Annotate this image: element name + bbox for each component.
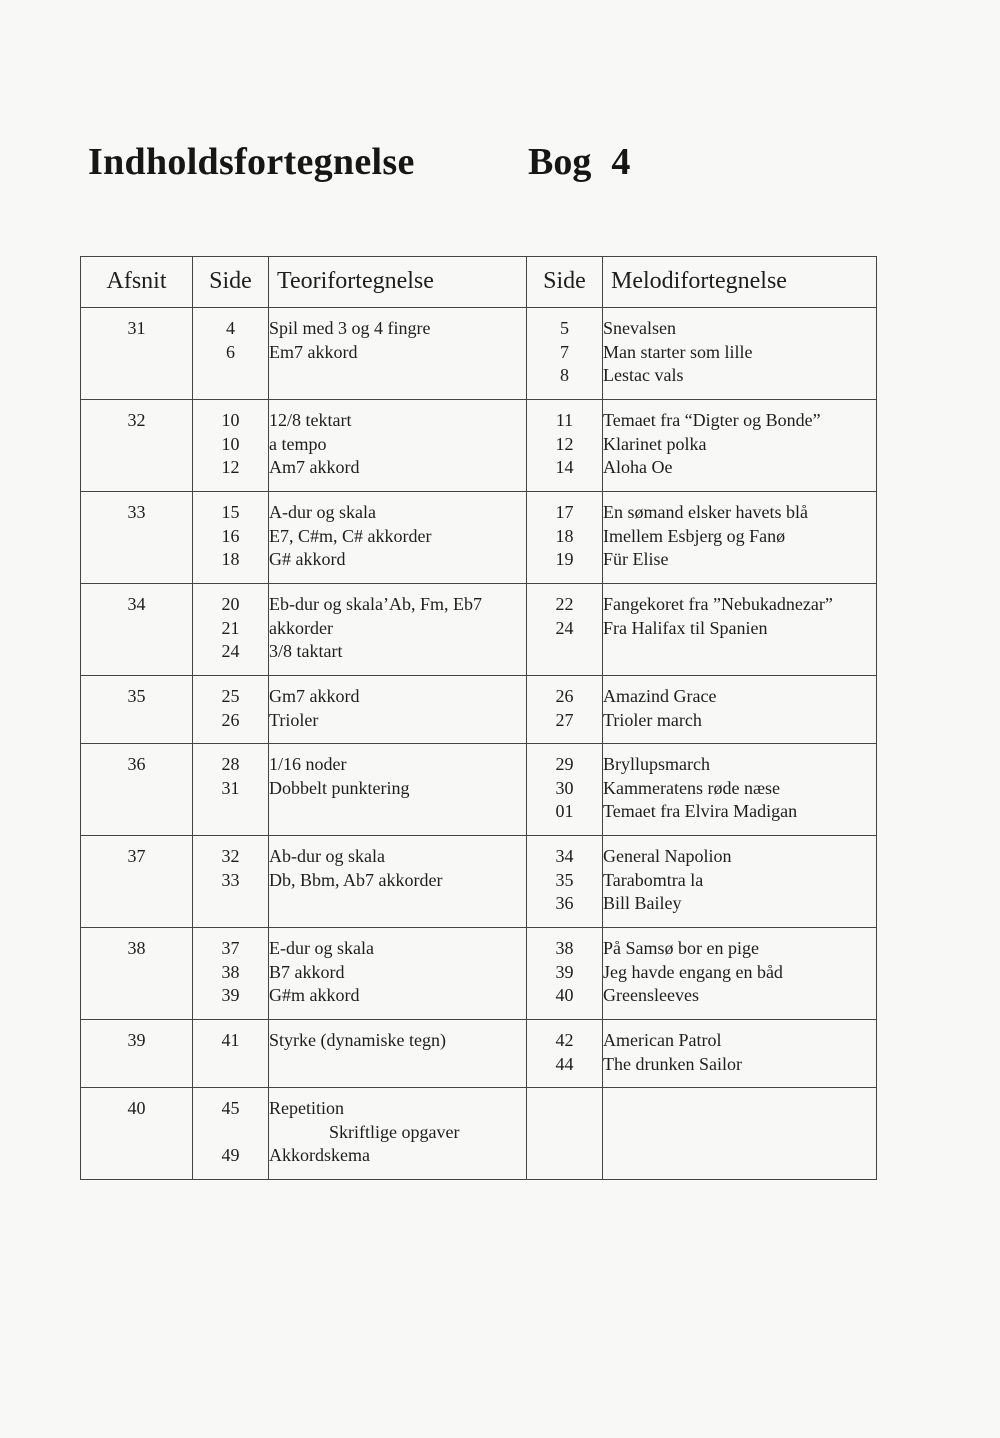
- page-number: 37: [221, 938, 240, 958]
- column-header-side-teori: Side: [193, 257, 269, 308]
- melodi-item: The drunken Sailor: [603, 1053, 742, 1074]
- melodi-cell: [603, 836, 877, 928]
- afsnit-cell: [81, 400, 193, 492]
- melodi-item: Für Elise: [603, 549, 669, 569]
- page-number: 12: [555, 433, 574, 454]
- afsnit-cell: [81, 584, 193, 676]
- melodi-cell: [603, 1088, 877, 1180]
- melodi-item: Snevalsen: [603, 318, 676, 338]
- page-number: 40: [555, 985, 574, 1005]
- teori-item: E-dur og skala: [269, 938, 374, 958]
- melodi-item: Bryllupsmarch: [603, 754, 710, 774]
- teori-item: E7, C#m, C# akkorder: [269, 525, 432, 546]
- page-number: 14: [555, 457, 574, 477]
- melodi-side-cell: [527, 744, 603, 836]
- teori-cell: [269, 1020, 527, 1088]
- melodi-side-cell: [527, 836, 603, 928]
- afsnit-cell: [81, 492, 193, 584]
- page-number: 24: [555, 617, 574, 638]
- melodi-item: Kammeratens røde næse: [603, 777, 780, 798]
- teori-side-cell: [193, 676, 269, 744]
- page-number: 32: [221, 846, 240, 866]
- table-body: [81, 308, 877, 1180]
- melodi-side-cell: [527, 1088, 603, 1180]
- melodi-item: Greensleeves: [603, 985, 699, 1005]
- afsnit-number: 36: [127, 754, 146, 774]
- afsnit-cell: [81, 836, 193, 928]
- melodi-cell: [603, 928, 877, 1020]
- teori-item: Ab-dur og skala: [269, 846, 385, 866]
- teori-item: G#m akkord: [269, 985, 360, 1005]
- afsnit-cell: [81, 744, 193, 836]
- teori-item: G# akkord: [269, 549, 346, 569]
- page-number: [193, 1121, 268, 1145]
- page-number: 16: [221, 525, 240, 546]
- page-number: 21: [221, 617, 240, 638]
- page-number: 26: [555, 686, 574, 706]
- melodi-item: Amazind Grace: [603, 686, 717, 706]
- melodi-item: Klarinet polka: [603, 433, 707, 454]
- page-number: 39: [555, 961, 574, 982]
- afsnit-number: 40: [127, 1098, 146, 1118]
- page-number: 19: [555, 549, 574, 569]
- teori-item: Am7 akkord: [269, 457, 360, 477]
- page-number: 39: [221, 985, 240, 1005]
- column-header-teorifortegnelse: Teorifortegnelse: [269, 257, 527, 308]
- melodi-item: Fra Halifax til Spanien: [603, 617, 768, 638]
- melodi-cell: [603, 584, 877, 676]
- melodi-item: American Patrol: [603, 1030, 722, 1050]
- melodi-side-cell: [527, 492, 603, 584]
- page-number: 35: [555, 869, 574, 890]
- afsnit-number: 32: [127, 410, 146, 430]
- teori-item: a tempo: [269, 433, 327, 454]
- afsnit-cell: [81, 928, 193, 1020]
- page-number: 20: [221, 594, 240, 614]
- table-row: [81, 1088, 877, 1180]
- page-number: 01: [555, 801, 574, 821]
- table-row: [81, 400, 877, 492]
- page-number: 4: [226, 318, 235, 338]
- teori-item: 1/16 noder: [269, 754, 347, 774]
- page-number: 22: [555, 594, 574, 614]
- teori-item: Db, Bbm, Ab7 akkorder: [269, 869, 443, 890]
- table-header-row: [81, 257, 877, 308]
- page-number: 10: [221, 410, 240, 430]
- melodi-item: Trioler march: [603, 709, 702, 730]
- melodi-cell: [603, 676, 877, 744]
- melodi-side-cell: [527, 584, 603, 676]
- teori-item: Spil med 3 og 4 fingre: [269, 318, 431, 338]
- contents-table: [80, 256, 877, 1180]
- teori-cell: [269, 308, 527, 400]
- melodi-cell: [603, 400, 877, 492]
- page-number: 18: [555, 525, 574, 546]
- teori-side-cell: [193, 744, 269, 836]
- melodi-side-cell: [527, 928, 603, 1020]
- page-number: 30: [555, 777, 574, 798]
- page-number: 8: [560, 365, 569, 385]
- table-row: [81, 744, 877, 836]
- afsnit-number: 39: [127, 1030, 146, 1050]
- page-number: 34: [555, 846, 574, 866]
- page-number: 15: [221, 502, 240, 522]
- page-number: 11: [555, 410, 574, 430]
- melodi-side-cell: [527, 400, 603, 492]
- melodi-item: Lestac vals: [603, 365, 684, 385]
- afsnit-cell: [81, 676, 193, 744]
- teori-cell: [269, 1088, 527, 1180]
- afsnit-number: 38: [127, 938, 146, 958]
- teori-item: Akkordskema: [269, 1145, 370, 1165]
- table-row: [81, 308, 877, 400]
- melodi-item: Imellem Esbjerg og Fanø: [603, 525, 786, 546]
- melodi-cell: [603, 744, 877, 836]
- afsnit-number: 31: [127, 318, 146, 338]
- page-number: 25: [221, 686, 240, 706]
- page-number: 38: [221, 961, 240, 982]
- table-row: [81, 928, 877, 1020]
- page-number: 31: [221, 777, 240, 798]
- teori-item: Repetition: [269, 1098, 344, 1118]
- page-title: Indholdsfortegnelse: [88, 141, 415, 183]
- teori-side-cell: [193, 836, 269, 928]
- teori-item: akkorder: [269, 617, 333, 638]
- column-header-afsnit: Afsnit: [81, 257, 193, 308]
- book-number: 4: [611, 141, 631, 183]
- book-label-text: Bog: [528, 141, 592, 183]
- page-number: 6: [226, 341, 235, 362]
- melodi-side-cell: [527, 308, 603, 400]
- page-number: 17: [555, 502, 574, 522]
- melodi-item: Jeg havde engang en båd: [603, 961, 783, 982]
- table-row: [81, 584, 877, 676]
- teori-item: Gm7 akkord: [269, 686, 360, 706]
- teori-cell: [269, 492, 527, 584]
- afsnit-number: 35: [127, 686, 146, 706]
- teori-side-cell: [193, 1020, 269, 1088]
- page-number: 42: [555, 1030, 574, 1050]
- melodi-item: Fangekoret fra ”Nebukadnezar”: [603, 594, 833, 614]
- teori-item: B7 akkord: [269, 961, 345, 982]
- teori-side-cell: [193, 928, 269, 1020]
- teori-item: Em7 akkord: [269, 341, 358, 362]
- page-number: 41: [221, 1030, 240, 1050]
- melodi-item: Temaet fra Elvira Madigan: [603, 801, 798, 821]
- teori-cell: [269, 928, 527, 1020]
- page-number: 7: [560, 341, 569, 362]
- page-number: 5: [560, 318, 569, 338]
- melodi-item: Tarabomtra la: [603, 869, 704, 890]
- afsnit-number: 37: [127, 846, 146, 866]
- teori-side-cell: [193, 584, 269, 676]
- teori-cell: [269, 836, 527, 928]
- teori-side-cell: [193, 400, 269, 492]
- afsnit-cell: [81, 1020, 193, 1088]
- page-number: 29: [555, 754, 574, 774]
- teori-side-cell: [193, 308, 269, 400]
- teori-item: Skriftlige opgaver: [329, 1121, 460, 1142]
- page-number: 10: [221, 433, 240, 454]
- column-header-side-melodi: Side: [527, 257, 603, 308]
- melodi-item: Aloha Oe: [603, 457, 673, 477]
- afsnit-number: 33: [127, 502, 146, 522]
- page-number: 12: [221, 457, 240, 477]
- melodi-item: På Samsø bor en pige: [603, 938, 759, 958]
- afsnit-cell: [81, 308, 193, 400]
- page-number: 36: [555, 893, 574, 913]
- teori-side-cell: [193, 1088, 269, 1180]
- melodi-item: Bill Bailey: [603, 893, 682, 913]
- page-number: 28: [221, 754, 240, 774]
- teori-cell: [269, 744, 527, 836]
- melodi-side-cell: [527, 676, 603, 744]
- melodi-item: General Napolion: [603, 846, 732, 866]
- teori-cell: [269, 676, 527, 744]
- page-number: 33: [221, 869, 240, 890]
- column-header-melodifortegnelse: Melodifortegnelse: [603, 257, 877, 308]
- teori-side-cell: [193, 492, 269, 584]
- melodi-cell: [603, 308, 877, 400]
- teori-item: 3/8 taktart: [269, 641, 343, 661]
- afsnit-cell: [81, 1088, 193, 1180]
- table-row: [81, 676, 877, 744]
- teori-item: Dobbelt punktering: [269, 777, 410, 798]
- page-number: 27: [555, 709, 574, 730]
- teori-item: Styrke (dynamiske tegn): [269, 1030, 446, 1050]
- teori-item: A-dur og skala: [269, 502, 376, 522]
- table-row: [81, 492, 877, 584]
- teori-item: Trioler: [269, 709, 319, 730]
- page-number: 44: [555, 1053, 574, 1074]
- melodi-side-cell: [527, 1020, 603, 1088]
- teori-cell: [269, 584, 527, 676]
- page-number: 45: [221, 1098, 240, 1118]
- teori-item: Eb-dur og skala’Ab, Fm, Eb7: [269, 594, 482, 614]
- melodi-item: Man starter som lille: [603, 341, 753, 362]
- page-number: 18: [221, 549, 240, 569]
- teori-cell: [269, 400, 527, 492]
- melodi-cell: [603, 492, 877, 584]
- page-number: 26: [221, 709, 240, 730]
- book-label: [528, 140, 630, 184]
- teori-item: 12/8 tektart: [269, 410, 352, 430]
- melodi-cell: [603, 1020, 877, 1088]
- melodi-item: En sømand elsker havets blå: [603, 502, 808, 522]
- table-row: [81, 1020, 877, 1088]
- page-number: 49: [221, 1145, 240, 1165]
- melodi-item: Temaet fra “Digter og Bonde”: [603, 410, 821, 430]
- afsnit-number: 34: [127, 594, 146, 614]
- page-number: 38: [555, 938, 574, 958]
- table-row: [81, 836, 877, 928]
- page-number: 24: [221, 641, 240, 661]
